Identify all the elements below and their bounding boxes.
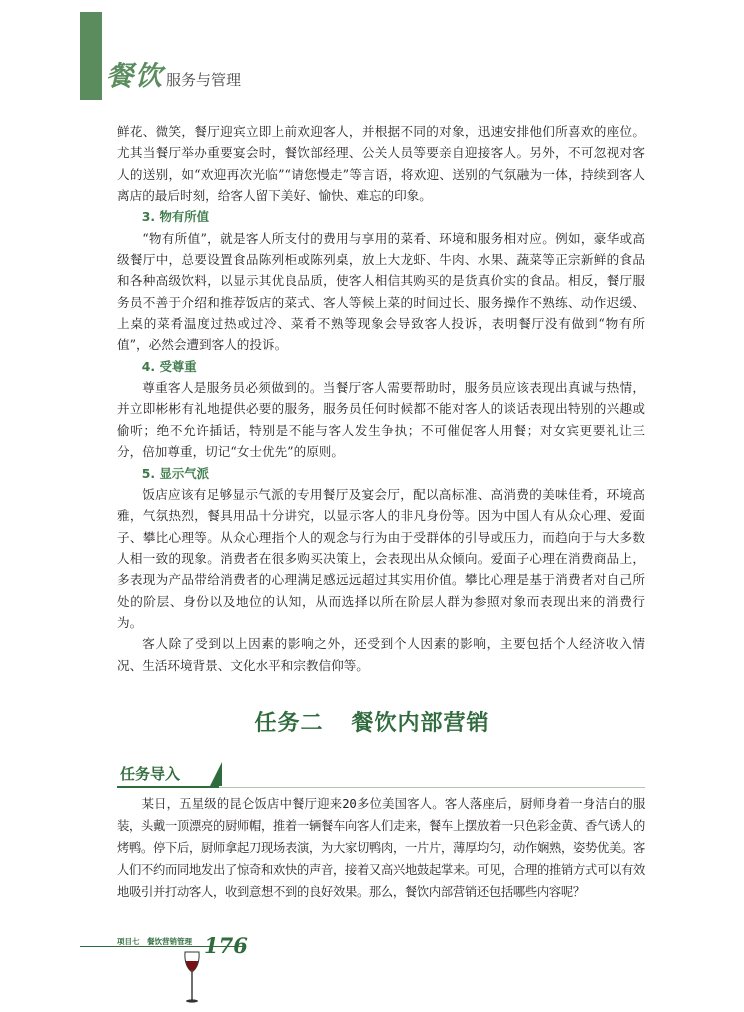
page-number: 176 — [204, 933, 248, 958]
paragraph: 某日，五星级的昆仑饭店中餐厅迎来20多位美国客人。客人落座后，厨师身着一身洁白的服装，头戴一顶漂亮的厨师帽，推着一辆餐车向客人们走来，餐车上摆放着一只色彩金黄、香气诱人的烤鸭。停下后，厨师拿起刀现场表演，为大家切鸭肉，一片片，薄厚均匀，动作娴熟，姿势优美。客人们不约而同地发出了惊奇和欢快的声音，接着又高兴地鼓起掌来。可见，合理的推销方式可以有效地吸引并打动客人，收到意想不到的良好效果。那么，餐饮内部营销还包括哪些内容呢？ — [117, 797, 645, 899]
paragraph: 客人除了受到以上因素的影响之外，还受到个人因素的影响，主要包括个人经济收入情况、生活环境背景、文化水平和宗教信仰等。 — [117, 636, 645, 673]
intro-case-text — [117, 793, 645, 903]
intro-label-box — [117, 762, 219, 788]
paragraph: 尊重客人是服务员必须做到的。当餐厅客人需要帮助时，服务员应该表现出真诚与热情，并立即彬彬有礼地提供必要的服务，服务员任何时候都不能对客人的谈话表现出特别的兴趣或偷听；绝不允许插话，特别是不能与客人发生争执；不可催促客人用餐；对女宾更要礼让三分，倍加尊重，切记“女士优先”的原则。 — [117, 380, 645, 460]
paragraph: 鲜花、微笑，餐厅迎宾立即上前欢迎客人，并根据不同的对象，迅速安排他们所喜欢的座位。尤其当餐厅举办重要宴会时，餐饮部经理、公关人员等要亲自迎接客人。另外，不可忽视对客人的送别，如“欢迎再次光临”“请您慢走”等言语，将欢迎、送别的气氛融为一体，持续到客人离店的最后时刻，给客人留下美好、愉快、难忘的印象。 — [117, 124, 645, 204]
intro-divider — [219, 787, 645, 788]
paragraph: “物有所值”，就是客人所支付的费用与享用的菜肴、环境和服务相对应。例如，豪华或高级餐厅中，总要设置食品陈列柜或陈列桌，放上大龙虾、牛肉、水果、蔬菜等正宗新鲜的食品和各种高级饮料，以显示其优良品质，使客人相信其购买的是货真价实的食品。相反，餐厅服务员不善于介绍和推荐饭店的菜式、客人等候上菜的时间过长、服务操作不熟练、动作迟缓、上桌的菜肴温度过热或过冷、菜肴不熟等现象会导致客人投诉，表明餐厅没有做到“物有所值”，必然会遭到客人的投诉。 — [117, 230, 645, 353]
paragraph: 饭店应该有足够显示气派的专用餐厅及宴会厅，配以高标准、高消费的美味佳肴，环境高雅，气氛热烈，餐具用品十分讲究，以显示客人的非凡身份等。因为中国人有从众心理、爱面子、攀比心理等。从众心理指个人的观念与行为由于受群体的引导或压力，而趋向于与大多数人相一致的现象。消费者在很多购买决策上，会表现出从众倾向。爱面子心理在消费商品上，多表现为产品带给消费者的心理满足感远远超过其实用价值。攀比心理是基于消费者对自己所处的阶层、身份以及地位的认知，从而选择以所在阶层人群为参照对象而表现出来的消费行为。 — [117, 486, 645, 630]
header-accent-bar — [80, 12, 102, 100]
task-title — [0, 706, 744, 737]
wine-glass-icon — [182, 950, 202, 1012]
task-number: 任务二 — [254, 711, 324, 736]
header-title-big: 餐饮 — [106, 61, 164, 92]
section-heading: 3. 物有所值 — [141, 209, 210, 225]
header-title-small: 服务与管理 — [166, 71, 242, 89]
running-header — [106, 54, 241, 93]
intro-label-corner — [210, 762, 222, 786]
body-text — [117, 121, 645, 676]
footer-chapter: 项目七 餐饮营销管理 — [117, 937, 192, 946]
section-heading: 5. 显示气派 — [141, 465, 210, 481]
section-heading: 4. 受尊重 — [141, 358, 197, 374]
task-name: 餐饮内部营销 — [351, 711, 490, 736]
intro-label: 任务导入 — [120, 765, 181, 783]
